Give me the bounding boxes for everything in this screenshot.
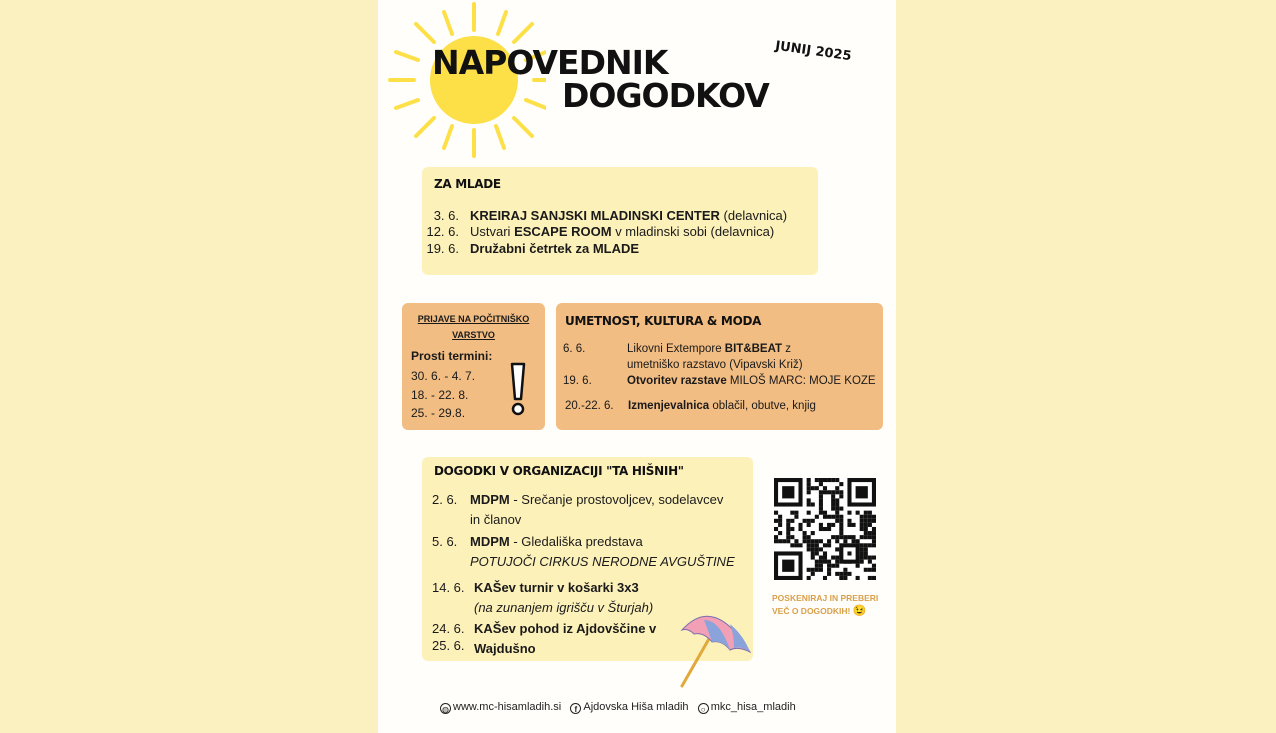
globe-icon: ◍ [440,703,451,714]
month-label: JUNIJ 2025 [774,38,853,65]
umetnost-card: UMETNOST, KULTURA & MODA 6. 6. Likovni Extempore BIT&BEAT z umetniško razstavo (Vipavski Križ) 19. 6. Otvoritev razstave MILOŠ MARC: MOJE KOZE 20.-22. 6. Izmenjevalnica oblačil, obutve, knjig [556,303,883,430]
slot: 30. 6. - 4. 7. [411,369,476,383]
wink-icon: 😉 [852,605,867,618]
prijave-label: Prosti termini: [411,349,493,363]
poster [378,0,896,733]
prijave-card [402,303,545,430]
ta-hisnih-title: DOGODKI V ORGANIZACIJI "TA HIŠNIH" [434,464,684,478]
title-line1: NAPOVEDNIK [432,43,668,82]
instagram-icon: ○ [698,703,709,714]
facebook-icon: f [570,703,581,714]
instagram-link[interactable]: mkc_hisa_mladih [710,701,796,713]
umetnost-title: UMETNOST, KULTURA & MODA [565,314,762,328]
ta-hisnih-card: DOGODKI V ORGANIZACIJI "TA HIŠNIH" 2. 6. MDPM - Srečanje prostovoljcev, sodelavcev in članov 5. 6. MDPM - Gledališka predstava POTUJOČI CIRKUS NERODNE AVGUŠTINE 14. 6. KAŠev turnir v košarki 3x3 (na zunanjem igrišču v Šturjah) 24. 6. 25. 6. KAŠev pohod iz Ajdovščine v Wajdušno [422,457,753,661]
prijave-title-1: PRIJAVE NA POČITNIŠKO [417,314,530,324]
slot: 25. - 29.8. [411,406,466,420]
qr-note: POSKENIRAJ IN PREBERI VEČ O DOGODKIH! 😉 [772,593,879,618]
qr-code[interactable] [774,478,876,580]
umbrella-icon [674,600,754,690]
facebook-link[interactable]: Ajdovska Hiša mladih [583,701,689,713]
za-mlade-title: ZA MLADE [434,177,501,191]
footer [440,701,796,714]
za-mlade-card: ZA MLADE 3. 6. KREIRAJ SANJSKI MLADINSKI CENTER (delavnica) 12. 6. Ustvari ESCAPE ROOM v mladinski sobi (delavnica) 19. 6. Družabni četrtek za MLADE [422,167,818,275]
exclamation-icon [507,361,529,417]
website-link[interactable]: www.mc-hisamladih.si [453,701,562,713]
slot: 18. - 22. 8. [411,387,469,402]
prijave-title-2: VARSTVO [452,330,495,340]
title-line2: DOGODKOV [562,76,769,115]
